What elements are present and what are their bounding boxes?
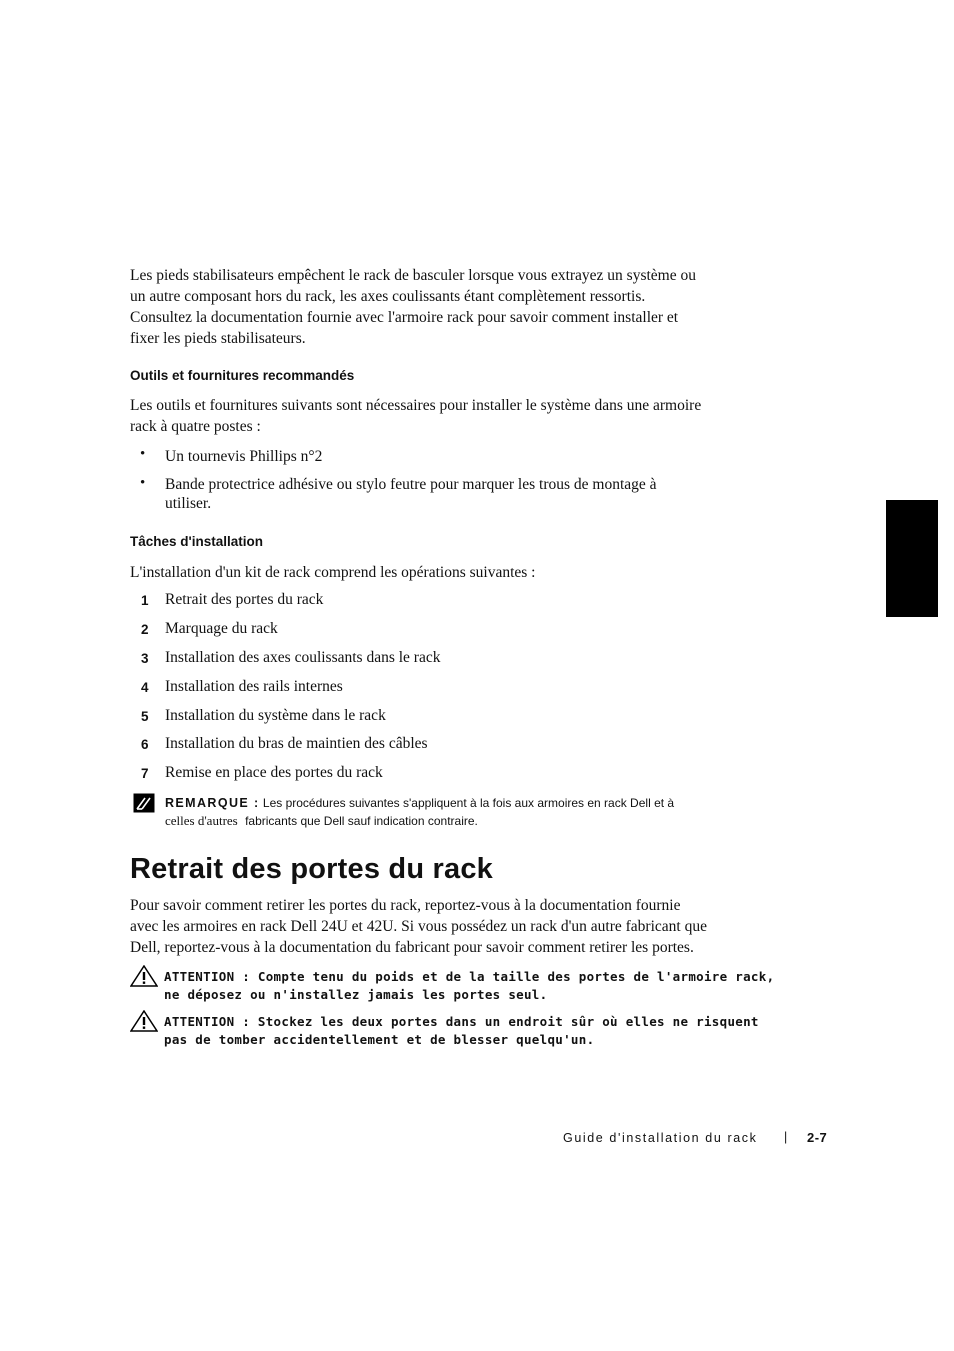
list-item-line: Un tournevis Phillips n°2: [165, 448, 323, 465]
intro-line: un autre composant hors du rack, les axes coulissants étant complètement ressortis.: [130, 288, 646, 305]
section-title: Retrait des portes du rack: [130, 853, 493, 885]
tools-paragraph: [130, 395, 701, 437]
note-block: [165, 794, 674, 830]
caution-line: pas de tomber accidentellement et de blesser quelqu'un.: [164, 1032, 595, 1047]
step-text: Installation du bras de maintien des câbles: [165, 735, 428, 752]
tools-bullet-list: [0, 446, 954, 516]
intro-line: Les pieds stabilisateurs empêchent le rack de basculer lorsque vous extrayez un système ou: [130, 267, 696, 284]
list-item: [165, 475, 657, 513]
note-text-serif: celles d'autres: [165, 813, 238, 828]
note-line: [165, 794, 674, 812]
chapter-tab: [886, 500, 938, 617]
step-number: 3: [141, 651, 149, 666]
steps-list: [0, 591, 954, 791]
step-text: Installation des axes coulissants dans le rack: [165, 649, 441, 666]
note-line: [165, 812, 674, 830]
step-text: Installation des rails internes: [165, 678, 343, 695]
list-item: [165, 446, 322, 467]
tools-heading: Outils et fournitures recommandés: [130, 368, 355, 383]
tasks-intro: L'installation d'un kit de rack comprend les opérations suivantes :: [130, 564, 536, 581]
note-text: fabricants que Dell sauf indication contraire.: [245, 814, 478, 828]
step-number: 1: [141, 593, 149, 608]
step-text: Marquage du rack: [165, 620, 278, 637]
step-text: Retrait des portes du rack: [165, 591, 324, 608]
section-line: avec les armoires en rack Dell 24U et 42U. Si vous possédez un rack d'un autre fabricant que: [130, 918, 707, 935]
step-number: 4: [141, 680, 149, 695]
intro-line: fixer les pieds stabilisateurs.: [130, 330, 306, 347]
caution-line: ATTENTION : Stockez les deux portes dans un endroit sûr où elles ne risquent: [164, 1014, 759, 1029]
footer-separator: |: [784, 1130, 788, 1144]
warning-triangle-icon: [130, 1010, 158, 1032]
step-number: 2: [141, 622, 149, 637]
footer-guide-title: Guide d'installation du rack: [563, 1131, 758, 1145]
warning-triangle-icon: [130, 965, 158, 987]
step-text: Remise en place des portes du rack: [165, 764, 383, 781]
bullet-marker: •: [140, 446, 146, 462]
page-number: 2-7: [807, 1130, 828, 1145]
intro-line: Consultez la documentation fournie avec l'armoire rack pour savoir comment installer et: [130, 309, 679, 326]
note-label: REMARQUE :: [165, 796, 260, 810]
list-item-line: Bande protectrice adhésive ou stylo feutre pour marquer les trous de montage à: [165, 476, 657, 493]
step-number: 6: [141, 737, 149, 752]
list-item-line: utiliser.: [165, 495, 212, 512]
caution-line: ATTENTION : Compte tenu du poids et de la taille des portes de l'armoire rack,: [164, 969, 775, 984]
pencil-note-icon: [133, 793, 155, 813]
step-number: 5: [141, 709, 149, 724]
tools-line: Les outils et fournitures suivants sont nécessaires pour installer le système dans une armoire: [130, 397, 702, 414]
section-line: Pour savoir comment retirer les portes du rack, reportez-vous à la documentation fournie: [130, 897, 681, 914]
section-paragraph: [130, 895, 707, 958]
step-number: 7: [141, 766, 149, 781]
caution-block: [164, 1013, 759, 1049]
note-text: Les procédures suivantes s'appliquent à la fois aux armoires en rack Dell et à: [262, 796, 675, 810]
bullet-marker: •: [140, 475, 146, 491]
intro-paragraph: [130, 265, 696, 349]
tasks-heading: Tâches d'installation: [130, 534, 263, 549]
tools-line: rack à quatre postes :: [130, 418, 261, 435]
section-line: Dell, reportez-vous à la documentation du fabricant pour savoir comment retirer les portes.: [130, 939, 694, 956]
caution-line: ne déposez ou n'installez jamais les portes seul.: [164, 987, 548, 1002]
step-text: Installation du système dans le rack: [165, 707, 386, 724]
caution-block: [164, 968, 774, 1004]
